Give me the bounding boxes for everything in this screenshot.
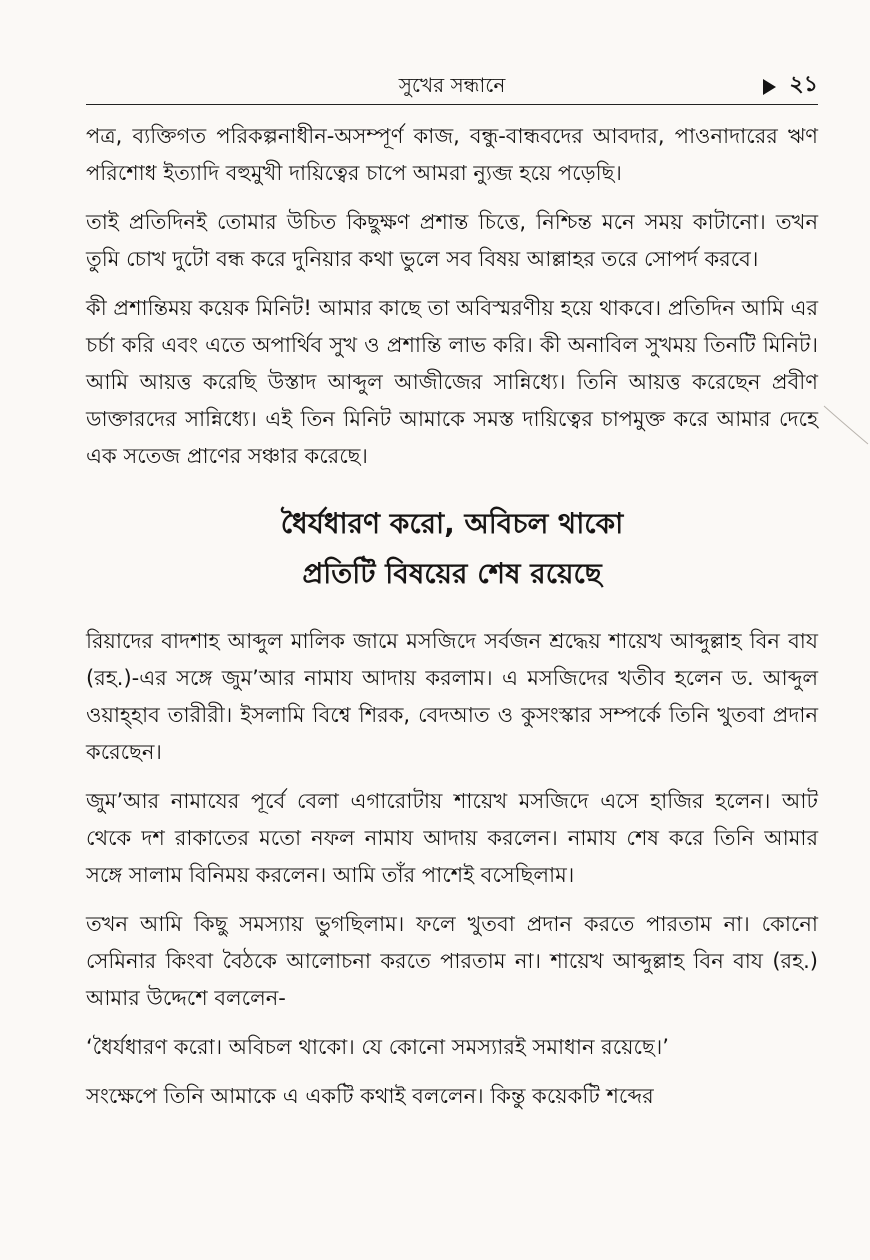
page-body <box>86 118 818 1127</box>
paragraph: রিয়াদের বাদশাহ আব্দুল মালিক জামে মসজিদে সর্বজন শ্রদ্ধেয় শায়েখ আব্দুল্লাহ বিন বায (রহ.)-এর সঙ্গে জুম’আর নামায আদায় করলাম। এ মসজিদের খতীব হলেন ড. আব্দুল ওয়াহ্হাব তারীরী। ইসলামি বিশ্বে শিরক, বেদআত ও কুসংস্কার সম্পর্কে তিনি খুতবা প্রদান করেছেন। <box>86 629 818 764</box>
paragraph: তখন আমি কিছু সমস্যায় ভুগছিলাম। ফলে খুতবা প্রদান করতে পারতাম না। কোনো সেমিনার কিংবা বৈঠকে আলোচনা করতে পারতাম না। শায়েখ আব্দুল্লাহ বিন বায (রহ.) আমার উদ্দেশে বললেন- <box>86 912 818 1010</box>
paragraph: পত্র, ব্যক্তিগত পরিকল্পনাধীন-অসম্পূর্ণ কাজ, বন্ধু-বান্ধবদের আবদার, পাওনাদারের ঋণ পরিশোধ ইত্যাদি বহুমুখী দায়িত্বের চাপে আমরা ন্যুব্জ হয়ে পড়েছি। <box>86 124 818 185</box>
header-rule <box>86 104 818 105</box>
paragraph: সংক্ষেপে তিনি আমাকে এ একটি কথাই বললেন। কিন্তু কয়েকটি শব্দের <box>86 1084 654 1108</box>
quoted-advice: ‘ধৈর্যধারণ করো। অবিচল থাকো। যে কোনো সমস্যারই সমাধান রয়েছে।’ <box>86 1035 669 1059</box>
section-heading <box>86 499 818 599</box>
page-fold-mark <box>822 404 870 448</box>
page-marker-triangle-icon <box>763 79 776 95</box>
paragraph: জুম’আর নামাযের পূর্বে বেলা এগারোটায় শায়েখ মসজিদে এসে হাজির হলেন। আট থেকে দশ রাকাতের মতো নফল নামায আদায় করলেন। নামায শেষ করে তিনি আমার সঙ্গে সালাম বিনিময় করলেন। আমি তাঁর পাশেই বসেছিলাম। <box>86 789 818 887</box>
paragraph: তাই প্রতিদিনই তোমার উচিত কিছুক্ষণ প্রশান্ত চিত্তে, নিশ্চিন্ত মনে সময় কাটানো। তখন তুমি চোখ দুটো বন্ধ করে দুনিয়ার কথা ভুলে সব বিষয় আল্লাহর তরে সোপর্দ করবে। <box>86 210 818 271</box>
section-heading-line: প্রতিটি বিষয়ের শেষ রয়েছে <box>302 557 602 590</box>
running-title: সুখের সন্ধানে <box>398 73 506 97</box>
page-number: ২১ <box>789 72 818 97</box>
paragraph: কী প্রশান্তিময় কয়েক মিনিট! আমার কাছে তা অবিস্মরণীয় হয়ে থাকবে। প্রতিদিন আমি এর চর্চা করি এবং এতে অপার্থিব সুখ ও প্রশান্তি লাভ করি। কী অনাবিল সুখময় তিনটি মিনিট। আমি আয়ত্ত করেছি উস্তাদ আব্দুল আজীজের সান্নিধ্যে। তিনি আয়ত্ত করেছেন প্রবীণ ডাক্তারদের সান্নিধ্যে। এই তিন মিনিট আমাকে সমস্ত দায়িত্বের চাপমুক্ত করে আমার দেহে এক সতেজ প্রাণের সঞ্চার করেছে। <box>86 296 818 468</box>
section-heading-line: ধৈর্যধারণ করো, অবিচল থাকো <box>280 507 624 540</box>
running-header <box>86 70 818 102</box>
